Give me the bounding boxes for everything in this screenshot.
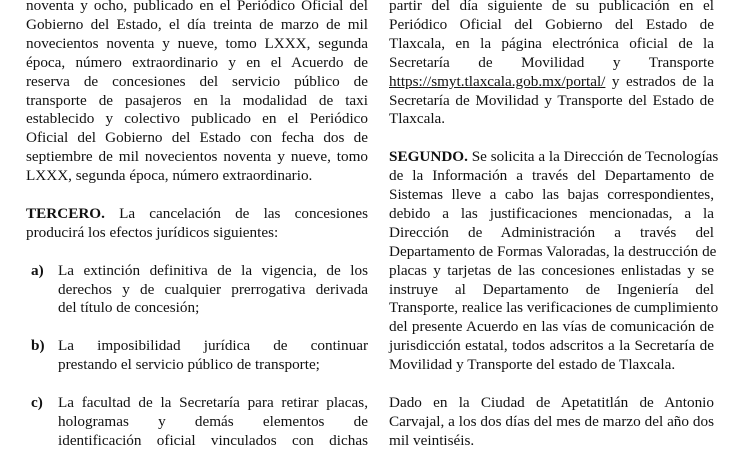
text-line: LXXX, segunda época, número extraordinario. (26, 167, 313, 185)
text-line: La facultad de la Secretaría para retirar placas, (58, 393, 368, 411)
left-column (26, 0, 368, 451)
text-line: Oficial del Gobierno del Estado con fecha dos de (26, 129, 368, 147)
text-line: establecido y colectivo publicado en el Periódico (26, 110, 368, 128)
text-line: Gobierno del Estado, el día treinta de marzo de mil (26, 15, 368, 33)
tercero-line1-rest: La cancelación de las concesiones (104, 204, 368, 222)
text-line: partir del día siguiente de su publicación en el (389, 0, 714, 14)
text-line: Departamento de Formas Valoradas, la destrucción de (389, 242, 717, 260)
publication-paragraph (389, 0, 714, 129)
text-line: identificación oficial vinculados con dichas (58, 431, 368, 449)
text-line: Carvajal, a los dos días del mes de marzo del año dos (389, 412, 714, 430)
text-line: época, número extraordinario y en el Acuerdo de (26, 53, 368, 71)
text-line: septiembre de mil novecientos noventa y nueve, tomo (26, 148, 368, 166)
text-line: La imposibilidad jurídica de continuar (58, 337, 368, 355)
paragraph-gap (26, 318, 368, 337)
text-line: Secretaría de Movilidad y Transporte del Estado de (389, 91, 714, 109)
text-line: noventa y ocho, publicado en el Periódico Oficial del (26, 0, 368, 14)
text-line: prestando el servicio público de transporte; (58, 356, 320, 374)
paragraph-gap (26, 375, 368, 394)
right-column (389, 0, 719, 451)
list-item-c (26, 394, 368, 451)
text-line: Sistemas lleve a cabo las bajas correspondientes, (389, 186, 714, 204)
list-marker: a) (31, 261, 44, 279)
text-line: del presente Acuerdo en las vías de comunicación de (389, 318, 714, 336)
text-line (389, 148, 719, 167)
segundo-lead: SEGUNDO. (389, 148, 468, 166)
text-line: debido a las justificaciones mencionadas, a la (389, 204, 714, 222)
text-line: transporte de pasajeros en la modalidad de taxi (26, 91, 368, 109)
text-line (389, 73, 714, 92)
list-marker: b) (31, 337, 45, 355)
closing-paragraph (389, 394, 714, 451)
tercero-paragraph (26, 205, 368, 243)
link-line-rest: y estrados de la (605, 72, 714, 90)
intro-paragraph (26, 0, 368, 186)
text-line: de la Información a través del Departamento de (389, 167, 714, 185)
text-line (26, 205, 368, 224)
text-line: Secretaría de Movilidad y Transporte (389, 53, 714, 71)
text-line: Movilidad y Transporte del estado de Tlaxcala. (389, 356, 676, 374)
list-item-a (26, 262, 368, 319)
list-marker: c) (31, 393, 43, 411)
segundo-paragraph (389, 148, 719, 375)
text-line: mil veintiséis. (389, 431, 475, 449)
text-line: derechos y de cualquier prerrogativa derivada (58, 280, 368, 298)
text-line: reserva de concesiones del servicio público de (26, 72, 368, 90)
portal-link[interactable]: https://smyt.tlaxcala.gob.mx/portal/ (389, 72, 606, 90)
list-item-b (26, 337, 368, 375)
text-line: novecientos noventa y nueve, tomo LXXX, segunda (26, 34, 368, 52)
text-line: Tlaxcala, en la página electrónica oficial de la (389, 34, 714, 52)
paragraph-gap (389, 129, 714, 148)
tercero-lead: TERCERO. (26, 204, 105, 222)
text-line: producirá los efectos jurídicos siguientes: (26, 223, 279, 241)
text-line: instruye al Departamento de Ingeniería del (389, 280, 714, 298)
paragraph-gap (389, 375, 714, 394)
text-line: Dado en la Ciudad de Apetatitlán de Antonio (389, 394, 714, 411)
text-line: del título de concesión; (58, 299, 200, 317)
text-line: Transporte, realice las verificaciones de cumplimiento (389, 299, 719, 317)
text-line: Periódico Oficial del Gobierno del Estado de (389, 15, 714, 33)
text-line: jurisdicción estatal, todos adscritos a la Secretaría de (389, 337, 714, 355)
text-line: hologramas y demás elementos de (58, 412, 368, 430)
segundo-line1-rest: Se solicita a la Dirección de Tecnologías (467, 148, 719, 166)
text-line: Tlaxcala. (389, 110, 446, 128)
paragraph-gap (26, 186, 368, 205)
text-line: Dirección de Administración a través del (389, 223, 714, 241)
paragraph-gap (26, 243, 368, 262)
text-line: placas y tarjetas de las concesiones enlistadas y se (389, 261, 714, 279)
text-line: La extinción definitiva de la vigencia, de los (58, 261, 368, 279)
